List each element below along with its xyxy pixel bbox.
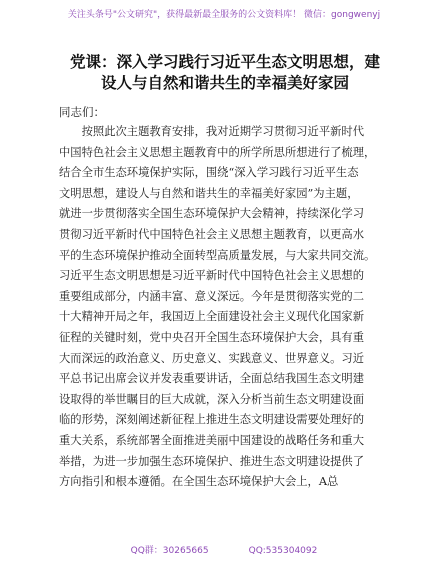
- text-line: 贯彻习近平新时代中国特色社会主义思想主题教育，以更高水: [59, 227, 365, 241]
- text-line: 征程的关键时刻，党中央召开全国生态环境保护大会，具有重: [59, 330, 365, 344]
- text-line: 按照此次主题教育安排，我对近期学习贯彻习近平新时代: [59, 125, 365, 138]
- title-line-1: 党课：深入学习践行习近平生态文明思想，建: [69, 53, 380, 71]
- text-line: 习近平生态文明思想是习近平新时代中国特色社会主义思想的: [59, 269, 365, 283]
- document-title: [52, 52, 398, 94]
- title-line-2: 设人与自然和谐共生的幸福美好家园: [100, 74, 349, 92]
- text-line: 举措，为进一步加强生态环境保护、推进生态文明建设提供了: [59, 454, 365, 468]
- body-paragraph: [59, 122, 391, 493]
- footer-qq-group: QQ群：30265665: [130, 546, 209, 556]
- text-line: 十大精神开局之年，我国迈上全面建设社会主义现代化国家新: [59, 310, 365, 324]
- header-notice: 关注头条号"公文研究"，获得最新最全服务的公文资料库！ 微信：gongwenyj: [67, 10, 381, 20]
- text-line: 大而深远的政治意义、历史意义、实践意义、世界意义。习近: [59, 351, 365, 365]
- text-line: 就进一步贯彻落实全国生态环境保护大会精神，持续深化学习: [59, 207, 365, 221]
- text-line: 结合全市生态环境保护实际，围绕“深入学习践行习近平生态: [59, 166, 359, 180]
- text-line: 平总书记出席会议并发表重要讲话，全面总结我国生态文明建: [59, 372, 365, 386]
- greeting: 同志们：: [59, 105, 105, 119]
- text-line: 方向指引和根本遵循。在全国生态环境保护大会上，A总: [59, 475, 339, 489]
- text-line: 平的生态环境保护推动全面转型高质量发展，与大家共同交流。: [59, 248, 376, 262]
- footer-qq: QQ:535304092: [248, 546, 318, 556]
- text-line: 设取得的举世瞩目的巨大成就，深入分析当前生态文明建设面: [59, 392, 365, 406]
- text-line: 临的形势，深刻阐述新征程上推进生态文明建设需要处理好的: [59, 413, 365, 427]
- footer-contact: [0, 544, 448, 558]
- text-line: 文明思想，建设人与自然和谐共生的幸福美好家园”为主题，: [59, 186, 359, 200]
- text-line: 重大关系，系统部署全面推进美丽中国建设的战略任务和重大: [59, 433, 365, 447]
- text-line: 重要组成部分，内涵丰富、意义深远。今年是贯彻落实党的二: [59, 289, 365, 303]
- text-line: 中国特色社会主义思想主题教育中的所学所思所想进行了梳理，: [59, 145, 376, 159]
